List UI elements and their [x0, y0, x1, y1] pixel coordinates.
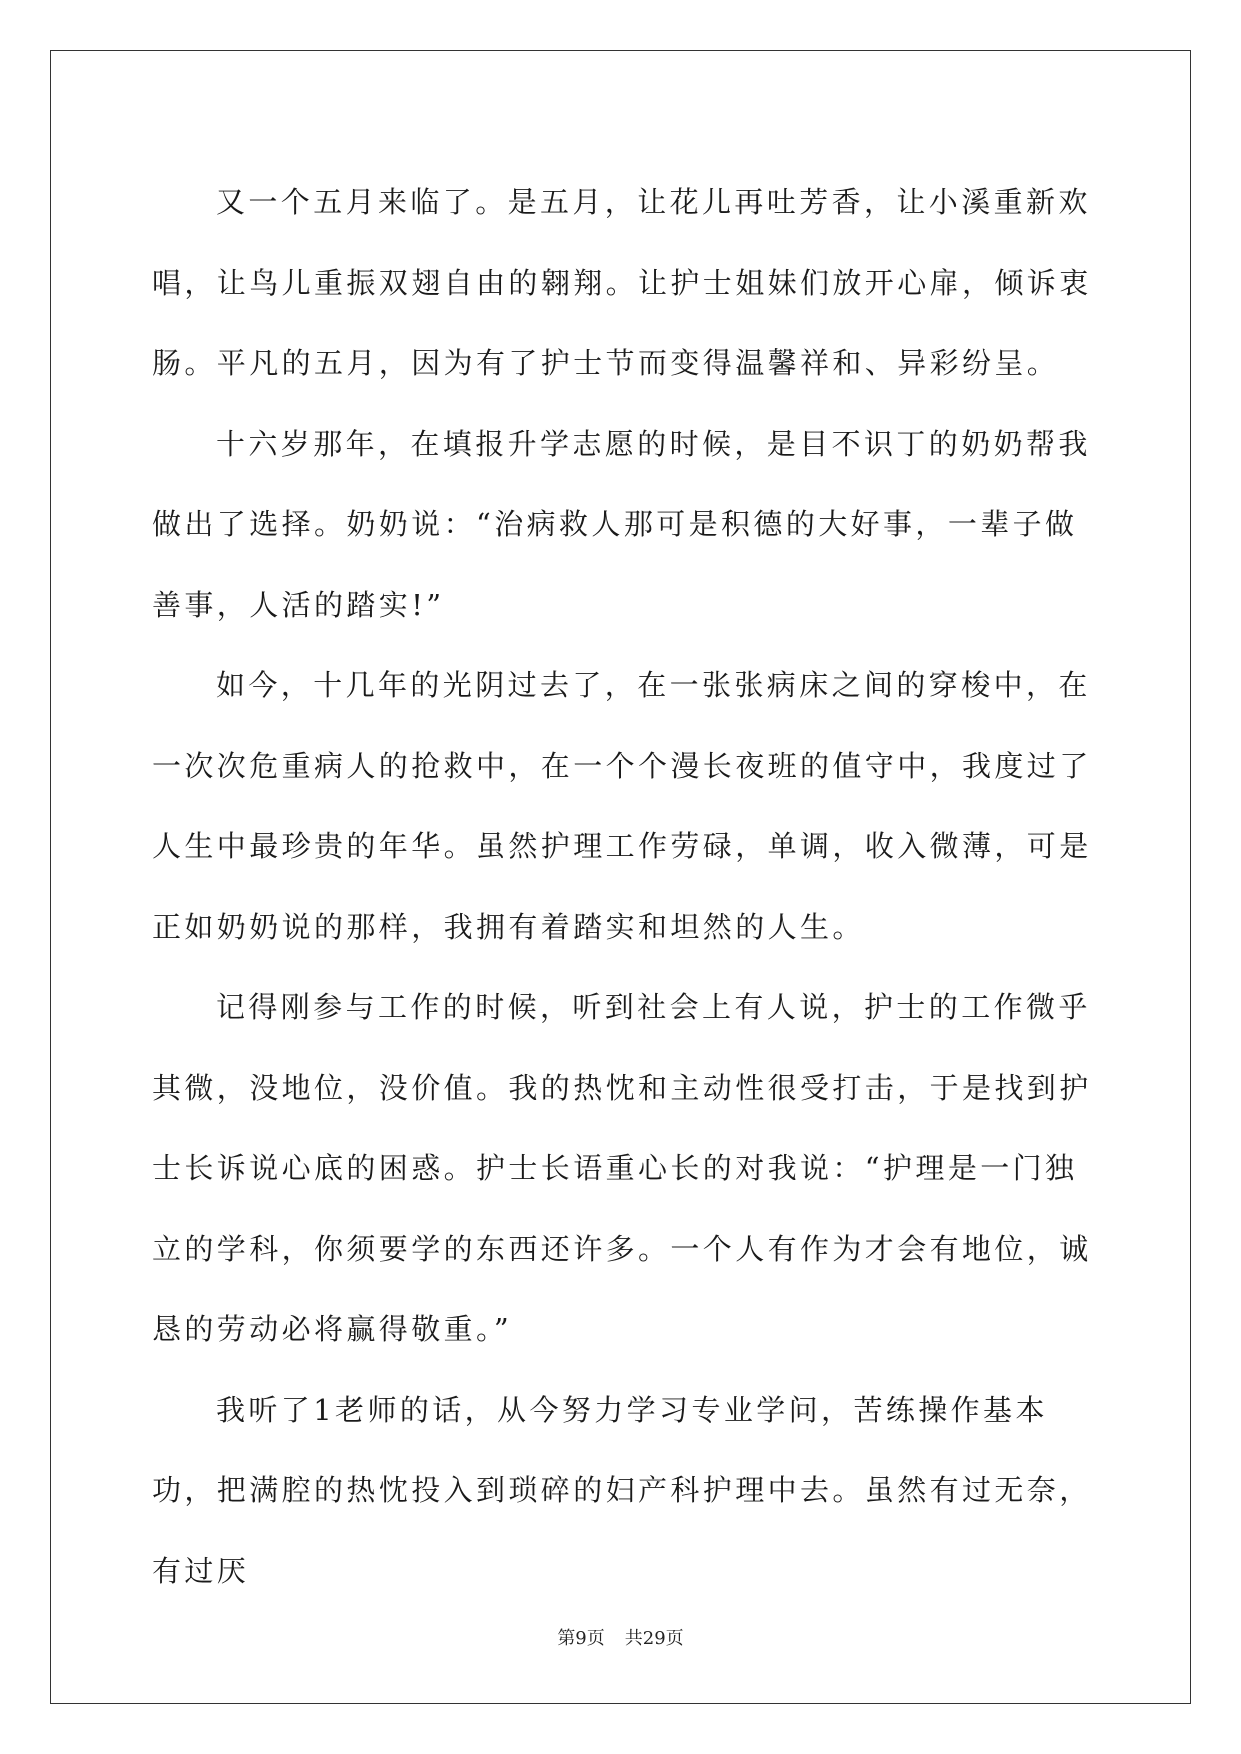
paragraph-1: 又一个五月来临了。是五月，让花儿再吐芳香，让小溪重新欢唱，让鸟儿重振双翅自由的翱翔。让护士姐妹们放开心扉，倾诉衷肠。平凡的五月，因为有了护士节而变得温馨祥和、异彩纷呈。 — [152, 185, 1092, 380]
page-total: 共29页 — [624, 1628, 684, 1649]
paragraph-5: 我听了1老师的话，从今努力学习专业学问，苦练操作基本功，把满腔的热忱投入到琐碎的妇产科护理中去。虽然有过无奈，有过厌 — [152, 1392, 1092, 1588]
page-number: 第9页 — [557, 1628, 605, 1649]
paragraph-2: 十六岁那年，在填报升学志愿的时候，是目不识丁的奶奶帮我做出了选择。奶奶说：“治病救人那可是积德的大好事，一辈子做善事，人活的踏实!” — [152, 426, 1091, 622]
paragraph-3: 如今，十几年的光阴过去了，在一张张病床之间的穿梭中，在一次次危重病人的抢救中，在一个个漫长夜班的值守中，我度过了人生中最珍贵的年华。虽然护理工作劳碌，单调，收入微薄，可是正如奶奶说的那样，我拥有着踏实和坦然的人生。 — [152, 668, 1092, 944]
paragraph-4: 记得刚参与工作的时候，听到社会上有人说，护士的工作微乎其微，没地位，没价值。我的热忱和主动性很受打击，于是找到护士长诉说心底的困惑。护士长语重心长的对我说：“护理是一门独立的学科，你须要学的东西还许多。一个人有作为才会有地位，诚恳的劳动必将赢得敬重。” — [152, 990, 1092, 1346]
page-footer — [0, 1624, 1241, 1650]
document-body — [152, 162, 1092, 1611]
